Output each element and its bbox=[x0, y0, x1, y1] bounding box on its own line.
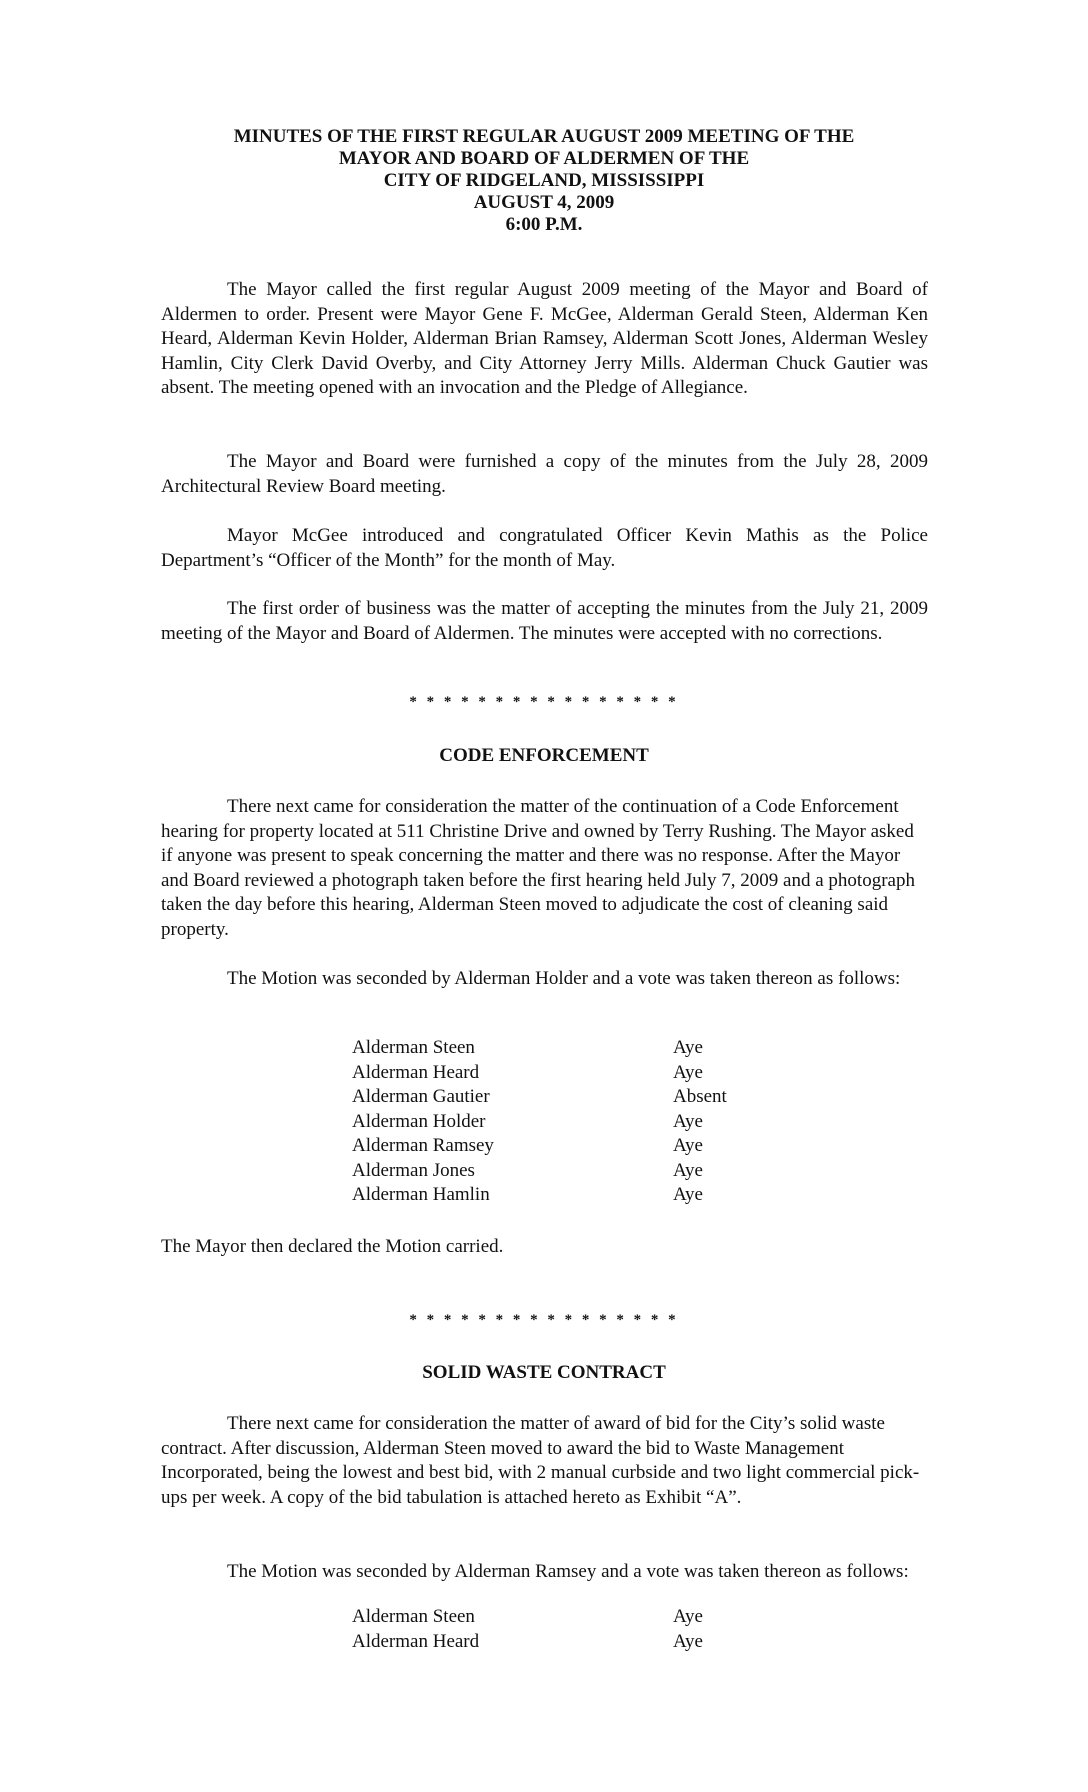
header-line-2: MAYOR AND BOARD OF ALDERMEN OF THE bbox=[338, 148, 750, 169]
vote-alderman-name: Alderman Gautier bbox=[352, 1086, 490, 1107]
vote-alderman-name: Alderman Steen bbox=[352, 1037, 475, 1058]
vote-result: Aye bbox=[673, 1037, 703, 1058]
section-separator: * * * * * * * * * * * * * * * * bbox=[409, 694, 679, 710]
vote-row bbox=[0, 1085, 1088, 1110]
intro-paragraph-minutes-accepted: The first order of business was the matter of accepting the minutes from the July 21, 2009 meeting of the Mayor and Board of Aldermen. The minutes were accepted with no corrections. bbox=[161, 598, 928, 644]
vote-row bbox=[0, 1159, 1088, 1184]
vote-alderman-name: Alderman Heard bbox=[352, 1061, 480, 1083]
section-title-code-enforcement: CODE ENFORCEMENT bbox=[439, 745, 649, 766]
solid-waste-motion: The Motion was seconded by Alderman Ramsey and a vote was taken thereon as follows: bbox=[227, 1561, 909, 1582]
vote-alderman-name: Alderman Steen bbox=[352, 1606, 475, 1627]
vote-result: Aye bbox=[673, 1606, 703, 1627]
vote-result: Aye bbox=[673, 1630, 703, 1652]
vote-row bbox=[0, 1061, 1088, 1086]
header-line-4: AUGUST 4, 2009 bbox=[473, 192, 615, 213]
code-enforcement-paragraph: There next came for consideration the matter of the continuation of a Code Enforcement hearing for property located at 511 Christine Drive and owned by Terry Rushing. The Mayor asked if anyone was present to speak concerning the matter and there was no response. After the Mayor and Board reviewed a photograph taken before the first hearing held July 7, 2009 and a photograph taken the day before this hearing, Alderman Steen moved to adjudicate the cost of cleaning said property. bbox=[161, 796, 915, 940]
vote-result: Aye bbox=[673, 1110, 703, 1132]
vote-alderman-name: Alderman Jones bbox=[352, 1159, 475, 1181]
vote-row bbox=[0, 1630, 1088, 1655]
document-header bbox=[160, 126, 928, 236]
code-enforcement-result: The Mayor then declared the Motion carried. bbox=[161, 1236, 504, 1257]
vote-row bbox=[0, 1605, 1088, 1630]
intro-paragraph-officer-of-month: Mayor McGee introduced and congratulated Officer Kevin Mathis as the Police Department’s “Officer of the Month” for the month of May. bbox=[161, 525, 928, 571]
header-line-5: 6:00 P.M. bbox=[505, 214, 583, 235]
intro-paragraph-arb-minutes: The Mayor and Board were furnished a copy of the minutes from the July 28, 2009 Architectural Review Board meeting. bbox=[161, 451, 928, 497]
header-line-3: CITY OF RIDGELAND, MISSISSIPPI bbox=[383, 170, 705, 191]
vote-alderman-name: Alderman Heard bbox=[352, 1630, 480, 1652]
section-separator: * * * * * * * * * * * * * * * * bbox=[409, 1312, 679, 1328]
vote-result: Aye bbox=[673, 1184, 703, 1205]
vote-row bbox=[0, 1183, 1088, 1208]
vote-result: Absent bbox=[673, 1086, 727, 1107]
solid-waste-vote-table bbox=[0, 1605, 1088, 1654]
header-line-1: MINUTES OF THE FIRST REGULAR AUGUST 2009 MEETING OF THE bbox=[233, 126, 855, 147]
vote-alderman-name: Alderman Ramsey bbox=[352, 1135, 494, 1156]
code-enforcement-vote-table bbox=[0, 1036, 1088, 1208]
section-title-solid-waste-contract: SOLID WASTE CONTRACT bbox=[422, 1362, 666, 1383]
code-enforcement-motion: The Motion was seconded by Alderman Holder and a vote was taken thereon as follows: bbox=[227, 968, 901, 989]
vote-row bbox=[0, 1110, 1088, 1135]
vote-alderman-name: Alderman Hamlin bbox=[352, 1184, 490, 1205]
vote-row bbox=[0, 1036, 1088, 1061]
solid-waste-paragraph: There next came for consideration the matter of award of bid for the City’s solid waste contract. After discussion, Alderman Steen moved to award the bid to Waste Management Incorporated, being the lowest and best bid, with 2 manual curbside and two light commercial pick-ups per week. A copy of the bid tabulation is attached hereto as Exhibit “A”. bbox=[161, 1413, 920, 1508]
vote-result: Aye bbox=[673, 1135, 703, 1156]
vote-alderman-name: Alderman Holder bbox=[352, 1110, 486, 1132]
vote-result: Aye bbox=[673, 1061, 703, 1083]
vote-row bbox=[0, 1134, 1088, 1159]
intro-paragraph-attendance: The Mayor called the first regular August 2009 meeting of the Mayor and Board of Aldermen to order. Present were Mayor Gene F. McGee, Alderman Gerald Steen, Alderman Ken Heard, Alderman Kevin Holder, Alderman Brian Ramsey, Alderman Scott Jones, Alderman Wesley Hamlin, City Clerk David Overby, and City Attorney Jerry Mills. Alderman Chuck Gautier was absent. The meeting opened with an invocation and the Pledge of Allegiance. bbox=[161, 279, 928, 398]
vote-result: Aye bbox=[673, 1159, 703, 1181]
